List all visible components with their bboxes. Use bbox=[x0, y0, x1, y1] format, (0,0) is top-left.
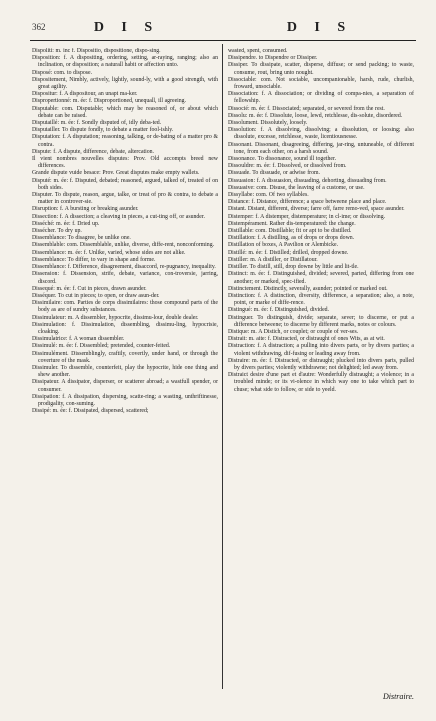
dictionary-entry: Dispositement, Nimbly, actively, lightly, sound-ly, with a good strength, with great agility. bbox=[32, 76, 218, 91]
dictionary-entry: Distempérament. Rather dis-temperatured: the change. bbox=[228, 220, 356, 227]
dictionary-entry: Disposé: com. to dispose. bbox=[32, 69, 93, 76]
dictionary-entry: Disséché: m. ée: f. Dried up. bbox=[32, 220, 100, 227]
dictionary-entry: Dissension: f. Dissension, strife, debate, variance, con-troversie, jarring, discord. bbox=[32, 271, 218, 285]
dictionary-entry: Dissemblance: To differ, to vary in shape and forme. bbox=[32, 256, 156, 263]
dictionary-entry: Distingué: m. ée: f. Distinguished, divided. bbox=[228, 307, 329, 314]
dictionary-entry: Dissimulé: m. ée: f. Dissembled; pretended, counter-feited. bbox=[32, 343, 171, 350]
dictionary-entry: Dissocié: m. ée: f. Dissociated; separated, or severed from the rest. bbox=[228, 105, 385, 112]
dictionary-entry: Distraire: m. ée: f. Distracted, or distraught; plucked into divers parts, pulled by divers parties; violently withdrawne; not delighted; led away from. bbox=[228, 357, 414, 371]
dictionary-entry: Dissimuler. To dissemble, counterfeit, play the hypocrite, hide one thing and shew another. bbox=[32, 364, 218, 379]
dictionary-entry: Dissimulateur: m. A dissembler, hypocrite, dissimu-lour, double dealer. bbox=[32, 314, 199, 321]
page-number: 362 bbox=[32, 22, 46, 32]
dictionary-entry: Distiller: m. A distiller, or Distillatour. bbox=[228, 256, 318, 263]
dictionary-entry: Dispropertionné: m. ée: f. Disproportioned, unequall, ill agreeing. bbox=[32, 98, 187, 105]
dictionary-entry: Dissemblable: com. Dissemblable, unlike, diverse, diffe-rent, nonconforming. bbox=[32, 242, 215, 249]
dictionary-entry: Dissociable: com. Not sociable, uncompanionable, harsh, rude, churlish, froward, unsociable. bbox=[228, 76, 414, 91]
dictionary-entry: Distemper: f. A distemper, distemperature; in cl-ime; or dissolving. bbox=[228, 213, 386, 220]
dictionary-entry: Dissolution: f. A dissolving, dissolving; a dissolution, or loosing; also dissolute, excesse, retchlesse, waste, licentiousnesse. bbox=[228, 127, 414, 141]
dictionary-entry: Dissuasion: f. A dissuasion, dissuading, dehorting, dissuading from. bbox=[228, 177, 387, 184]
page-header bbox=[30, 8, 416, 48]
right-column bbox=[228, 48, 414, 681]
dictionary-entry: Distillé: m. ée: f. Distilled; drilled, dropped downe. bbox=[228, 249, 349, 256]
dictionary-entry: Distinct: m. ée: f. Distinguished, divided; severed, parted, differing from one another; or marked, spec-ified. bbox=[228, 271, 414, 285]
running-head-left: D I S bbox=[93, 20, 160, 35]
dictionary-entry: Dissouldre: m. ée: f. Dissolved, or dissolved from. bbox=[228, 163, 347, 170]
dictionary-entry: Disputaillé: m. ée: f. Sondly disputed of, idly deba-ted. bbox=[32, 120, 162, 127]
running-head-right: D I S bbox=[286, 20, 353, 35]
dictionary-entry: Dissimulation: f. Dissimulation, dissembling, dissimu-ling, hypocrisie, cloaking. bbox=[32, 321, 218, 335]
dictionary-entry: Disputé: m. ée: f. Disputed, debated; reasoned, argued, talked of, treated of on both sides. bbox=[32, 177, 218, 191]
left-column bbox=[32, 48, 218, 681]
dictionary-entry: Distant. Distant, different, diverse; farre off, farre remo-ved, space asunder. bbox=[228, 206, 405, 213]
dictionary-entry: Dissimulatrice: f. A woman dissembler. bbox=[32, 336, 125, 343]
dictionary-entry: Dispute: f. A dispute, difference, debate, altercation. bbox=[32, 148, 154, 155]
dictionary-entry: Distinction: f. A distinction, diversity, difference, a separation; also, a note, point, or marke of diffe-rence. bbox=[228, 292, 414, 307]
dictionary-entry: wasted, spent, consumed. bbox=[228, 48, 288, 54]
dictionary-entry: Dissemblance: m. ée: f. Unlike, varied, whose sides are not alike. bbox=[32, 249, 186, 256]
dictionary-entry: Distrait: m. aite: f. Distracted, or distraught of ones Wits, as at wit. bbox=[228, 336, 385, 343]
dictionary-entry: Dissimulément. Dissemblingly, craftily, covertly, under hand, or through the coverture of the mask. bbox=[32, 350, 218, 364]
dictionary-entry: Dissequé: m. ée: f. Cut in pieces, drawn asunder. bbox=[32, 285, 147, 292]
dictionary-entry: Dissonance. To dissonance, sound ill together. bbox=[228, 156, 337, 163]
catchword: Distraire. bbox=[382, 692, 414, 701]
dictionary-entry: Il vient nombres nouvelles disputes: Prov. Old accompts breed new differences. bbox=[32, 156, 218, 170]
dictionary-entry: Dissyllabe: com. Of two syllables. bbox=[228, 192, 309, 199]
dictionary-entry: Dissipation: f. A dissipation, dispersing, scatte-ring; a wasting, unthriftinesse, prodigality, con-suming. bbox=[32, 393, 218, 407]
dictionary-entry: Dissiper. To dissipate, scatter, disperse, diffuse; or send packing; to waste, consume, rout, bring unto nought. bbox=[228, 62, 414, 76]
dictionary-entry: Dissonant. Dissonant, disagreeing, differing, jar-ring, untuneable, of different tone, from each other, on a harsh sound. bbox=[228, 141, 414, 155]
dictionary-entry: Disputable: com. Disputable; which may be reasoned of, or about which debate can be raised. bbox=[32, 105, 218, 119]
column-divider bbox=[222, 44, 223, 689]
dictionary-entry: Distraction: f. A distraction; a pulling into divers parts, or by divers parties; a violent withdrawing, dif-fusing or leading away from. bbox=[228, 343, 414, 357]
dictionary-entry: Disruption: f. A bursting or breaking asunder. bbox=[32, 206, 139, 213]
dictionary-entry: Distique: m. A Distich, or couplet; or couple of ver-ses. bbox=[228, 328, 359, 335]
dictionary-entry: Dissuade. To dissuade, or adwise from. bbox=[228, 170, 320, 177]
header-rule bbox=[30, 40, 416, 41]
dictionary-entry: Grande dispute vuide besace: Prov. Great disputes make empty wallets. bbox=[32, 170, 200, 177]
dictionary-entry: Distiller. To distill, still, drop downe by little and lit-tle. bbox=[228, 264, 359, 271]
dictionary-entry: Distraict desire d'une part et d'autre: Wonderfully distraught; a violence; in a troubled minde; or its vi-olence in which way one to take which part to chuse; what side to follow, or side to yeeld. bbox=[228, 372, 414, 393]
dictionary-entry: Dissociation: f. A dissociation; or dividing of compa-nies, a separation of fellowship. bbox=[228, 91, 414, 105]
dictionary-entry: Dispoliti: m. inc f. Dispositio, dispositione, dispo-sing. bbox=[32, 48, 161, 54]
dictionary-entry: Dissipateur. A dissipator, disperser, or scatterer abroad; a wastfull spender, or consumer. bbox=[32, 379, 218, 393]
dictionary-entry: Dissemblance: To disagree, be unlike one. bbox=[32, 235, 131, 242]
dictionary-entry: Disposition: f. A dispositing, ordering, setting, ar-raying, ranging; also an inclination, or disposition; a naturall habit or affection unto. bbox=[32, 55, 218, 69]
dictionary-entry: Disputailler. To dispute fondly, to debate a matter fool-ishly. bbox=[32, 127, 174, 134]
dictionary-entry: Dissemblance: f. Difference, disagreement, disaccord, re-pugnancy, inequality. bbox=[32, 264, 216, 271]
dictionary-entry: Dissimilaire: com. Parties de corps dissimilaires: those compound parts of the body as are of sundry substances. bbox=[32, 300, 218, 314]
dictionary-entry: Distillable: com. Distillable; fit or apt to be distilled. bbox=[228, 228, 352, 235]
dictionary-entry: Dissécher. To dry up. bbox=[32, 228, 82, 235]
dictionary-entry: Distinguer. To distinguish, divide; separate, sever; to discerne, or put a difference betweene; to discerne by different marks, notes or colours. bbox=[228, 314, 414, 328]
dictionary-entry: Dissolu: m. ée: f. Dissolute, loose, lewd, retchlesse, dis-solute, disordered. bbox=[228, 112, 403, 119]
dictionary-entry: Distillation of boxes, A Pavilion or Alembicke. bbox=[228, 242, 339, 249]
dictionary-entry: Dissuasive: com. Disuse, the leaving of a custome, or use. bbox=[228, 184, 365, 191]
dictionary-entry: Disputation: f. A disputation; reasoning, talking, or de-bating of a matter pro & contra. bbox=[32, 134, 218, 148]
dictionary-entry: Disséquer. To cut in pieces; to open, or draw asun-der. bbox=[32, 292, 160, 299]
dictionary-entry: Dissolument. Dissolutely, loosely. bbox=[228, 120, 308, 127]
dictionary-entry: Distance: f. Distance, difference; a space betweene place and place. bbox=[228, 199, 387, 206]
dictionary-entry: Distillation: f. A distilling, as of drops or drops down. bbox=[228, 235, 355, 242]
dictionary-entry: Distinctement. Distinctly, severally, asunder; pointed or marked out. bbox=[228, 285, 388, 292]
dictionary-entry: Dissipé: m. ée: f. Dissipated, dispersed, scattered; bbox=[32, 408, 149, 415]
dictionary-entry: Dissection: f. A dissection; a cleaving in pieces, a cut-ting off, or asunder. bbox=[32, 213, 205, 220]
dictionary-entry: Dispositur: f. A dispositour, an unapt ma-ker. bbox=[32, 91, 138, 98]
dictionary-entry: Dissipendre. to Dispendre or Dissiper. bbox=[228, 55, 318, 62]
dictionary-entry: Disputer. To dispute, reason, argue, talke, or treat of pro & contra, to debate a matter in controver-sie. bbox=[32, 192, 218, 206]
